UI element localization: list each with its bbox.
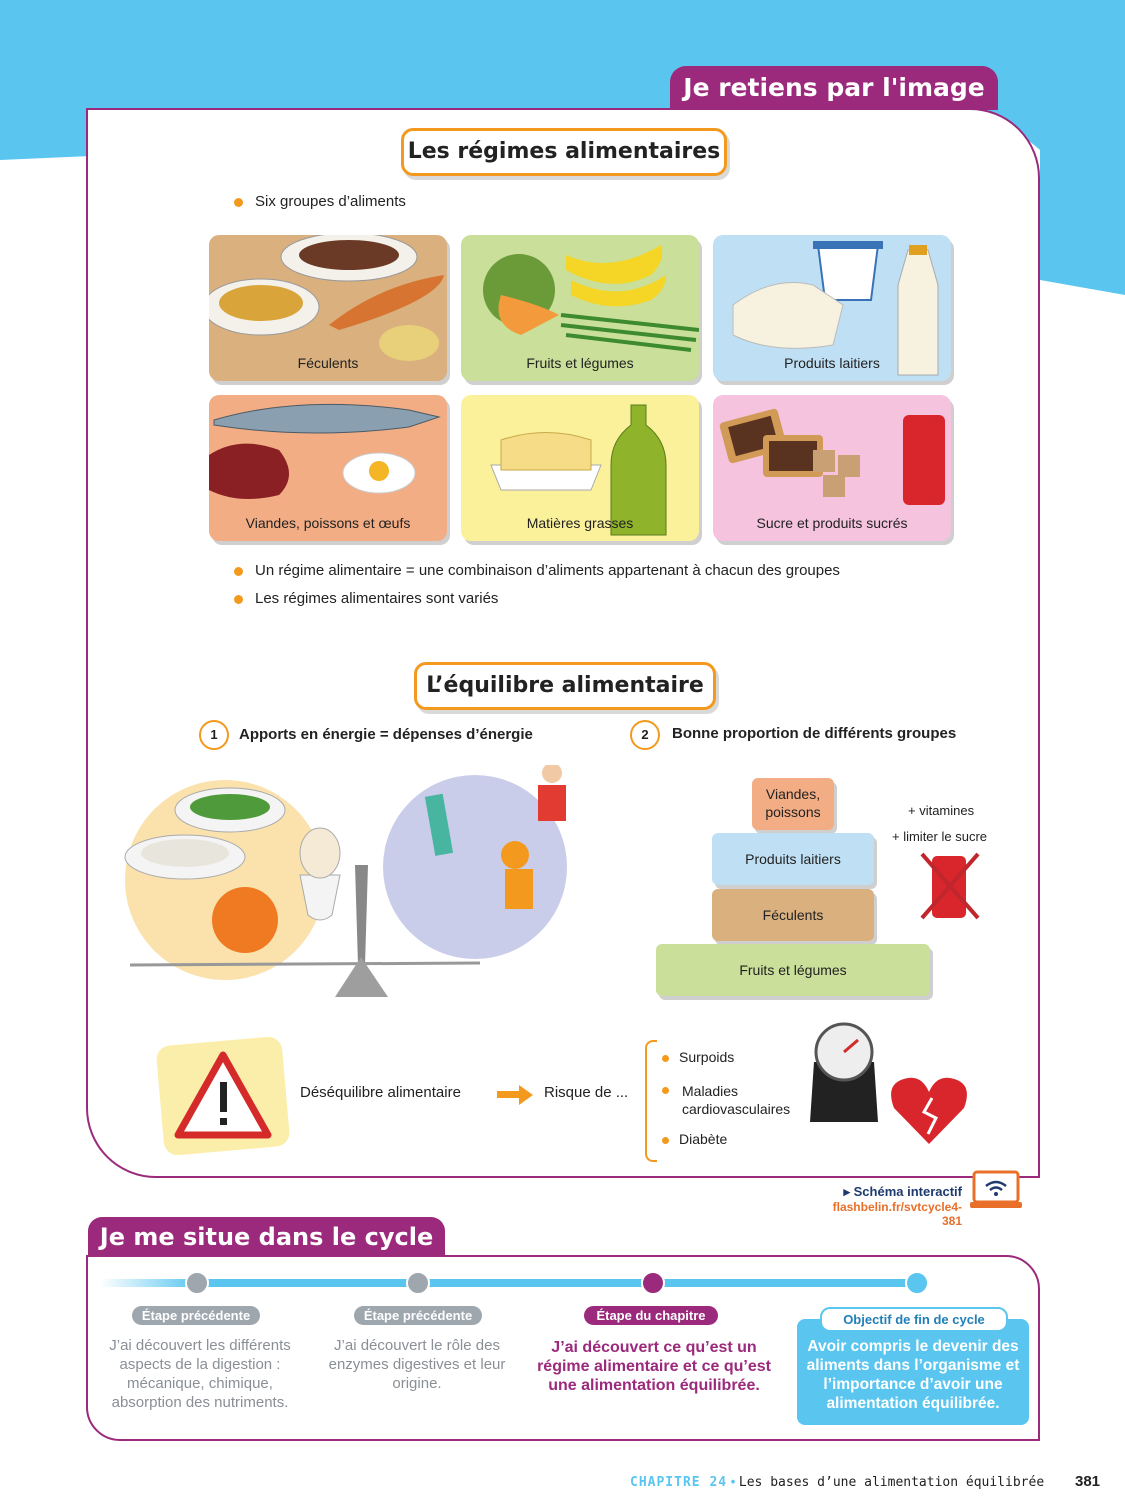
footer-chapter: CHAPITRE 24 — [630, 1475, 728, 1490]
bullet-dot — [662, 1137, 669, 1144]
note-vitamines: + vitamines — [908, 803, 975, 818]
pyramid-level-feculents: Féculents — [712, 889, 874, 941]
cycle-step-tag: Étape précédente — [132, 1306, 260, 1325]
food-group-feculents — [209, 235, 447, 381]
cycle-step-text: J’ai découvert les différents aspects de la digestion : mécanique, chimique, absorption des nutriments. — [109, 1337, 291, 1411]
food-group-produits-laitiers — [713, 235, 951, 381]
pyramid-level-viandes: Viandes, poissons — [752, 778, 834, 830]
pyramid-level-fruits: Fruits et légumes — [656, 944, 930, 996]
bullet-dot — [234, 198, 243, 207]
food-group-sucre — [713, 395, 951, 541]
regime-bullet — [234, 562, 840, 579]
cycle-step-tag: Étape du chapitre — [584, 1306, 718, 1325]
consequence-item — [662, 1082, 802, 1118]
cycle-step-tag: Étape précédente — [354, 1306, 482, 1325]
consequence-item — [662, 1131, 727, 1147]
cycle-step-text: J’ai découvert le rôle des enzymes digestives et leur origine. — [328, 1337, 506, 1392]
section-title-regimes: Les régimes alimentaires — [401, 128, 727, 176]
bullet-dot — [234, 595, 243, 604]
no-soda-icon — [918, 848, 982, 924]
cycle-step-text: J’ai découvert ce qu’est un régime alimentaire et ce qu’est une alimentation équilibrée. — [537, 1339, 771, 1394]
interactive-label: ▸ Schéma interactif — [843, 1184, 962, 1199]
arrow-icon — [497, 1085, 535, 1105]
warning-icon — [156, 1037, 290, 1155]
intro-text: Six groupes d’aliments — [255, 193, 406, 210]
note-limiter-sucre: + limiter le sucre — [892, 829, 987, 844]
cycle-goal-box — [797, 1319, 1029, 1425]
footer-chapter-title: Les bases d’une alimentation équilibrée — [738, 1475, 1045, 1490]
point-number-1: 1 — [199, 720, 229, 750]
scale-icon — [808, 1022, 880, 1126]
food-group-viandes — [209, 395, 447, 541]
consequence-text: Surpoids — [679, 1049, 735, 1065]
food-group-fruits-legumes — [461, 235, 699, 381]
cycle-title: Je me situe dans le cycle — [88, 1217, 445, 1257]
energy-balance-illustration — [120, 765, 600, 1000]
laptop-wifi-icon[interactable] — [970, 1170, 1022, 1214]
interactive-label-text: Schéma interactif — [853, 1184, 962, 1199]
point-number-2: 2 — [630, 720, 660, 750]
cycle-timeline — [100, 1270, 940, 1298]
food-group-label: Viandes, poissons et œufs — [245, 515, 411, 531]
section-title-equilibre: L’équilibre alimentaire — [414, 662, 716, 710]
bullet-dot — [662, 1087, 669, 1094]
broken-heart-icon — [888, 1072, 970, 1150]
cycle-goal-tag: Objectif de fin de cycle — [820, 1307, 1008, 1332]
intro-bullet — [234, 193, 406, 210]
food-group-label: Produits laitiers — [784, 355, 880, 371]
footer — [630, 1474, 1044, 1490]
point-2-text: Bonne proportion de différents groupes — [672, 725, 957, 742]
bullet-dot — [234, 567, 243, 576]
footer-separator: • — [730, 1474, 736, 1489]
cycle-goal-text: Avoir compris le devenir des aliments dans l’organisme et l’importance d’avoir une alimentation équilibrée. — [806, 1338, 1020, 1412]
bullet-text: Les régimes alimentaires sont variés — [255, 590, 499, 607]
food-group-label: Sucre et produits sucrés — [756, 515, 908, 531]
point-1-text: Apports en énergie = dépenses d’énergie — [239, 726, 533, 743]
interactive-url[interactable]: flashbelin.fr/svtcycle4-381 — [832, 1200, 962, 1228]
page-title: Je retiens par l'image — [670, 66, 998, 110]
pyramid-level-laitiers: Produits laitiers — [712, 833, 874, 885]
desequilibre-text: Déséquilibre alimentaire — [300, 1084, 461, 1101]
risk-text: Risque de ... — [544, 1084, 629, 1101]
consequence-text: Diabète — [679, 1131, 728, 1147]
bullet-text: Un régime alimentaire = une combinaison d’aliments appartenant à chacun des groupes — [255, 562, 840, 579]
food-group-matieres-grasses — [461, 395, 699, 541]
food-group-label: Matières grasses — [526, 515, 634, 531]
consequence-text: Maladies cardiovasculaires — [682, 1083, 791, 1117]
regime-bullet — [234, 590, 498, 607]
page-number: 381 — [1075, 1473, 1101, 1490]
consequence-item — [662, 1049, 734, 1065]
bullet-dot — [662, 1055, 669, 1062]
interactive-schema-link[interactable] — [820, 1184, 962, 1228]
consequence-bracket — [645, 1040, 657, 1162]
food-group-label: Fruits et légumes — [526, 355, 634, 371]
food-group-label: Féculents — [297, 355, 359, 371]
